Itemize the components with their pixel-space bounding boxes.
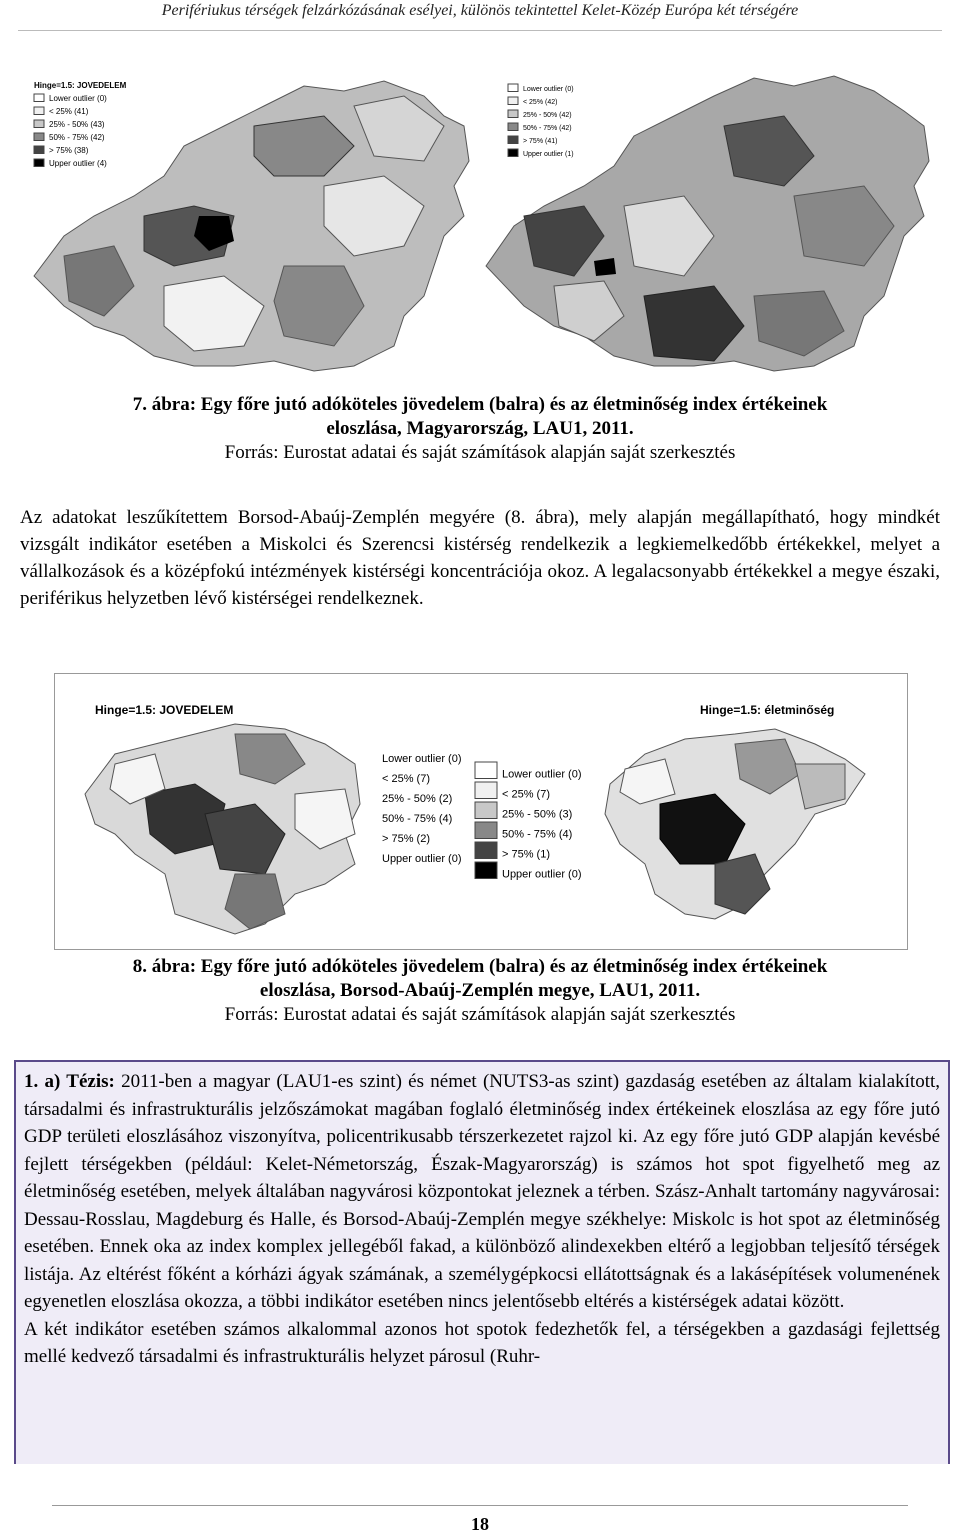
legend-label: < 25% (7) [502,788,550,801]
legend-swatch [475,862,497,879]
thesis-body: 2011-ben a magyar (LAU1-es szint) és német (NUTS3-as szint) gazdaság esetében az általam kialakított, társadalmi és infrastrukturális jelzőszámokat magában foglaló életminőség index értékeinek eloszlása az egy főre jutó GDP területi eloszlásához viszonyítva, policentrikusabb térszerkezetet rajzol ki. Az egy főre jutó GDP alapján kevésbé fejlett térségekben (például: Kelet-Németország, Észak-Magyarország) is számos hot spot figyelhető meg az életminőség esetében, melyek általában nagyvárosi központokat jeleznek a térben. Szász-Anhalt tartomány nagyvárosai: Dessau-Rosslau, Magdeburg és Halle, és Borsod-Abaúj-Zemplén megye székhelye: Miskolc is hot spot az életminőség esetében. Ennek oka az index komplex jellegéből fakad, a különböző alindexekben eltérő a legjobban teljesítő térségek listája. Az eltérést főként a kórházi ágyak számának, a személygépkocsi ellátottságnak és a lakásépítések volumenének egyenetlen eloszlása okozza, a többi indikátor esetében nincs jelentősebb eltérés a kistérségek adatai között. [24,1071,941,1312]
legend-label: < 25% (41) [49,107,89,116]
legend-swatch [475,802,497,819]
thesis-label: 1. a) Tézis: [24,1071,115,1092]
figure-8-caption-line1: 8. ábra: Egy főre jutó adóköteles jövedelem (balra) és az életminőség index értékeinek [132,956,828,977]
paragraph-1: Az adatokat leszűkítettem Borsod-Abaúj-Zemplén megyére (8. ábra), mely alapján megállapítható, hogy mindkét vizsgált indikátor esetében a Miskolci és Szerencsi kistérség rendelkezik a legkiemelkedőbb értékekkel, melyet a vállalkozások és a középfokú intézmények kistérségi koncentrációja okoz. A legalacsonyabb értékekkel a megye északi, periférikus helyzetben lévő kistérségei rendelkeznek. [20,507,940,609]
figure-7-source: Forrás: Eurostat adatai és saját számítások alapján saját szerkesztés [224,442,736,463]
legend-label: 50% - 75% (4) [502,828,573,841]
running-header: Perifériukus térségek felzárkózásának esélyei, különös tekintettel Kelet-Közép Európa két térségére [161,2,799,19]
legend-swatch [34,133,44,141]
thesis-box [14,1060,950,1464]
legend-label: Lower outlier (0) [502,768,582,781]
legend-swatch [475,842,497,859]
legend-label: 50% - 75% (42) [49,133,105,142]
legend-label: Upper outlier (1) [523,151,574,158]
figure-8-left-title: Hinge=1.5: JOVEDELEM [95,703,234,717]
legend-swatch [475,822,497,839]
legend-swatch [508,149,518,157]
legend-label: < 25% (42) [523,99,558,106]
legend-label: Lower outlier (0) [382,753,462,765]
legend-label: > 75% (1) [502,848,550,861]
legend-swatch [34,159,44,167]
legend-label: Lower outlier (0) [49,94,107,103]
thesis-text [24,1068,940,1371]
legend-label: > 75% (2) [382,833,430,845]
figure-8-source: Forrás: Eurostat adatai és saját számítások alapján saját szerkesztés [224,1004,736,1025]
footer-rule [52,1505,908,1506]
figure-8-caption [20,955,940,1027]
figure-7-caption [20,393,940,465]
figure-7-svg [24,66,936,386]
figure-7-caption-line2: eloszlása, Magyarország, LAU1, 2011. [326,418,634,439]
legend-swatch [475,762,497,779]
legend-label: Upper outlier (0) [502,868,582,881]
legend-label: 50% - 75% (4) [382,813,453,825]
thesis-body-2: A két indikátor esetében számos alkalommal azonos hot spotok fedezhetők fel, a térségekben a gazdasági fejlettség mellé kedvező társadalmi és infrastrukturális helyzet párosul (Ruhr- [24,1318,940,1367]
legend-label: 25% - 50% (3) [502,808,573,821]
figure-8-maps [54,673,908,950]
legend-swatch [34,120,44,128]
legend-swatch [508,97,518,105]
legend-swatch [34,107,44,115]
figure-7-maps [24,66,936,386]
legend-swatch [34,94,44,102]
legend-swatch [508,110,518,118]
legend-label: 25% - 50% (43) [49,120,105,129]
legend-label: 25% - 50% (42) [523,112,572,119]
legend-title: Hinge=1.5: JOVEDELEM [34,81,127,90]
legend-swatch [508,84,518,92]
legend-label: Lower outlier (0) [523,86,574,93]
legend-label: < 25% (7) [382,773,430,785]
legend-swatch [508,136,518,144]
figure-7-caption-line1: 7. ábra: Egy főre jutó adóköteles jövedelem (balra) és az életminőség index értékeinek [132,394,828,415]
legend-label: Upper outlier (4) [49,159,107,168]
legend-label: > 75% (38) [49,146,89,155]
header-rule [18,30,942,31]
figure-8-svg [55,674,907,949]
legend-label: 25% - 50% (2) [382,793,453,805]
legend-label: Upper outlier (0) [382,853,462,865]
figure-8-right-title: Hinge=1.5: életminőség [700,703,835,717]
legend-swatch [475,782,497,799]
legend-income-hu [34,81,127,90]
figure-8-caption-line2: eloszlása, Borsod-Abaúj-Zemplén megye, LAU1, 2011. [259,980,701,1001]
legend-swatch [508,123,518,131]
page-number: 18 [471,1514,489,1534]
legend-swatch [34,146,44,154]
legend-label: > 75% (41) [523,138,558,145]
legend-label: 50% - 75% (42) [523,125,572,132]
